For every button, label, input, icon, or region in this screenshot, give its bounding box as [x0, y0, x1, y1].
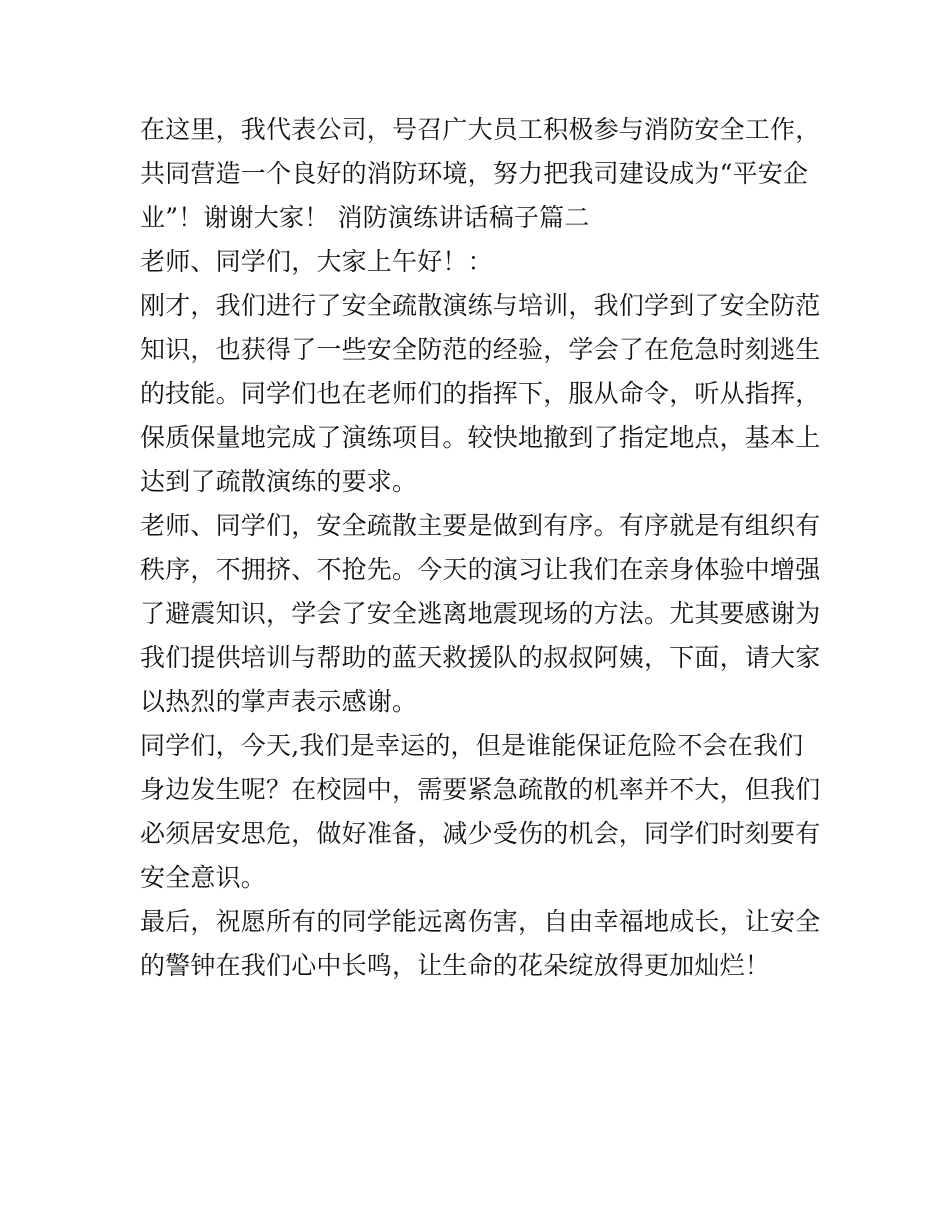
text-line: 以热烈的掌声表示感谢。 [140, 687, 418, 716]
text-line: 刚才，我们进行了安全疏散演练与培训，我们学到了安全防范 [140, 291, 821, 320]
text-line: 保质保量地完成了演练项目。较快地撤到了指定地点，基本上 [140, 423, 821, 452]
text-line: 我们提供培训与帮助的蓝天救援队的叔叔阿姨，下面，请大家 [140, 643, 821, 672]
text-line: 在这里，我代表公司，号召广大员工积极参与消防安全工作， [140, 115, 821, 144]
document-body [140, 108, 820, 988]
text-line: 了避震知识，学会了安全逃离地震现场的方法。尤其要感谢为 [140, 599, 821, 628]
text-line: 最后，祝愿所有的同学能远离伤害，自由幸福地成长，让安全 [140, 907, 821, 936]
text-line: 的警钟在我们心中长鸣，让生命的花朵绽放得更加灿烂！ [140, 951, 771, 980]
text-line: 的技能。同学们也在老师们的指挥下，服从命令，听从指挥， [140, 379, 821, 408]
text-line: 业”！谢谢大家！ 消防演练讲话稿子篇二 [140, 203, 590, 232]
text-line: 秩序，不拥挤、不抢先。今天的演习让我们在亲身体验中增强 [140, 555, 821, 584]
text-line: 老师、同学们，安全疏散主要是做到有序。有序就是有组织有 [140, 511, 821, 540]
text-line: 达到了疏散演练的要求。 [140, 467, 418, 496]
text-line: 共同营造一个良好的消防环境，努力把我司建设成为“平安企 [140, 159, 809, 188]
text-line: 同学们，今天,我们是幸运的，但是谁能保证危险不会在我们 [140, 731, 804, 760]
text-line: 安全意识。 [140, 863, 267, 892]
text-line: 身边发生呢？在校园中，需要紧急疏散的机率并不大，但我们 [140, 775, 821, 804]
text-line: 老师、同学们，大家上午好！： [140, 247, 493, 276]
text-line: 知识，也获得了一些安全防范的经验，学会了在危急时刻逃生 [140, 335, 821, 364]
text-line: 必须居安思危，做好准备，减少受伤的机会，同学们时刻要有 [140, 819, 821, 848]
